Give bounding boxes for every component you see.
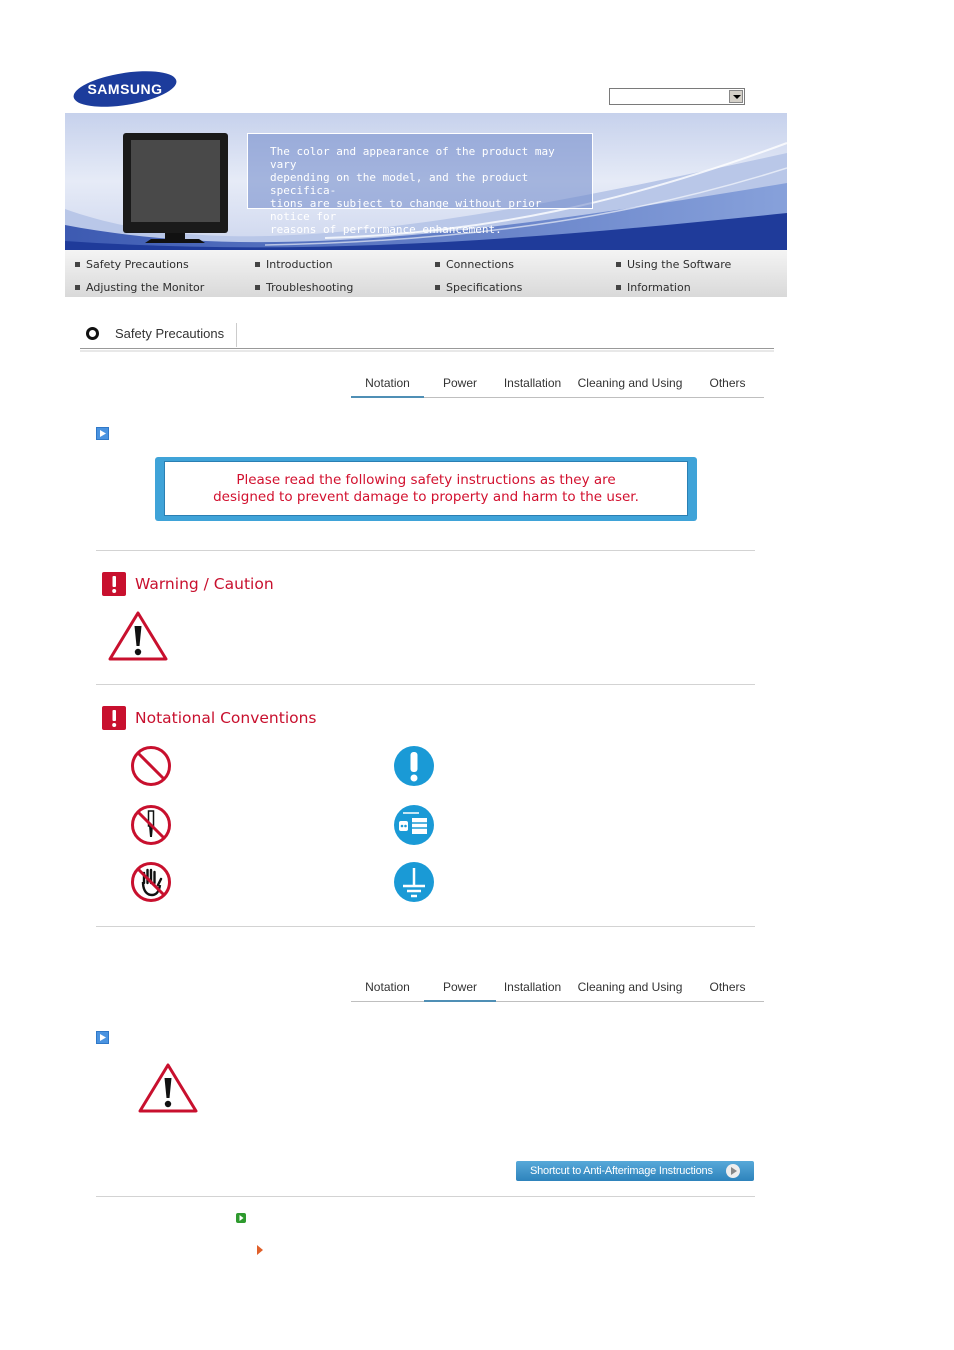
nav-introduction[interactable]: Introduction [255,258,333,271]
anti-afterimage-shortcut-button[interactable] [516,1161,754,1181]
bullet-icon [255,262,260,267]
bullet-icon [616,285,621,290]
tab-installation[interactable]: Installation [503,980,562,994]
tab-others[interactable]: Others [709,376,746,390]
page-title: Safety Precautions [115,326,225,341]
notice-line: depending on the model, and the product specifica- [270,171,529,197]
product-notice [270,145,586,236]
notice-line: The color and appearance of the product may vary [270,145,555,171]
divider [96,926,755,927]
divider [96,684,755,685]
divider [96,550,755,551]
nav-specifications[interactable]: Specifications [435,281,522,294]
title-underline [80,348,774,349]
play-arrow-icon [726,1164,740,1178]
orange-arrow-icon [257,1245,263,1255]
grounding-icon [393,861,435,903]
tab-installation[interactable]: Installation [503,376,562,390]
samsung-logo [72,70,178,108]
tab-power[interactable]: Power [442,980,477,994]
tab-cleaning-and-using[interactable]: Cleaning and Using [577,980,683,994]
read-notice-line2: designed to prevent damage to property and harm to the user. [213,489,639,505]
notational-conventions-heading: Notational Conventions [135,709,317,727]
tab-notation[interactable]: Notation [365,980,410,994]
nav-safety-precautions[interactable]: Safety Precautions [75,258,189,271]
language-select[interactable] [609,88,745,105]
bullet-icon [75,262,80,267]
title-divider [236,323,237,347]
tab-notation[interactable]: Notation [365,376,410,390]
nav-adjusting-the-monitor[interactable]: Adjusting the Monitor [75,281,204,294]
do-not-disassemble-icon [130,804,172,846]
blue-arrow-icon [96,1031,109,1044]
svg-text:SAMSUNG: SAMSUNG [87,81,163,97]
bullet-icon [435,285,440,290]
notice-line: tions are subject to change without prior notice for [270,197,542,223]
green-arrow-icon [236,1213,246,1223]
bullet-icon [75,285,80,290]
nav-information[interactable]: Information [616,281,691,294]
shortcut-label: Shortcut to Anti-Afterimage Instructions [530,1165,713,1177]
title-underline-shadow [80,350,774,352]
nav-using-the-software[interactable]: Using the Software [616,258,731,271]
nav-connections[interactable]: Connections [435,258,514,271]
warning-triangle-icon [137,1062,199,1114]
bullet-icon [616,262,621,267]
read-notice-text [164,472,688,506]
warning-caution-heading: Warning / Caution [135,575,274,593]
exclamation-icon [102,572,126,596]
tab-others[interactable]: Others [709,980,746,994]
important-icon [393,745,435,787]
top-navigation [65,250,787,297]
tabs-top [351,372,764,398]
disconnect-plug-icon [393,804,435,846]
title-bullet-icon [86,327,99,340]
exclamation-icon [102,706,126,730]
notice-line: reasons of performance enhancement. [270,223,502,236]
divider [96,1196,755,1197]
warning-triangle-icon [107,610,169,662]
chevron-down-icon[interactable] [729,90,743,103]
bullet-icon [435,262,440,267]
blue-arrow-icon [96,427,109,440]
active-tab-indicator [424,1000,496,1002]
tab-power[interactable]: Power [442,376,477,390]
prohibited-icon [130,745,172,787]
read-notice-line1: Please read the following safety instructions as they are [236,472,616,488]
do-not-touch-icon [130,861,172,903]
tabs-bottom [351,976,764,1002]
tabs-baseline [351,1001,764,1002]
active-tab-indicator [351,396,424,398]
bullet-icon [255,285,260,290]
tab-cleaning-and-using[interactable]: Cleaning and Using [577,376,683,390]
nav-troubleshooting[interactable]: Troubleshooting [255,281,353,294]
